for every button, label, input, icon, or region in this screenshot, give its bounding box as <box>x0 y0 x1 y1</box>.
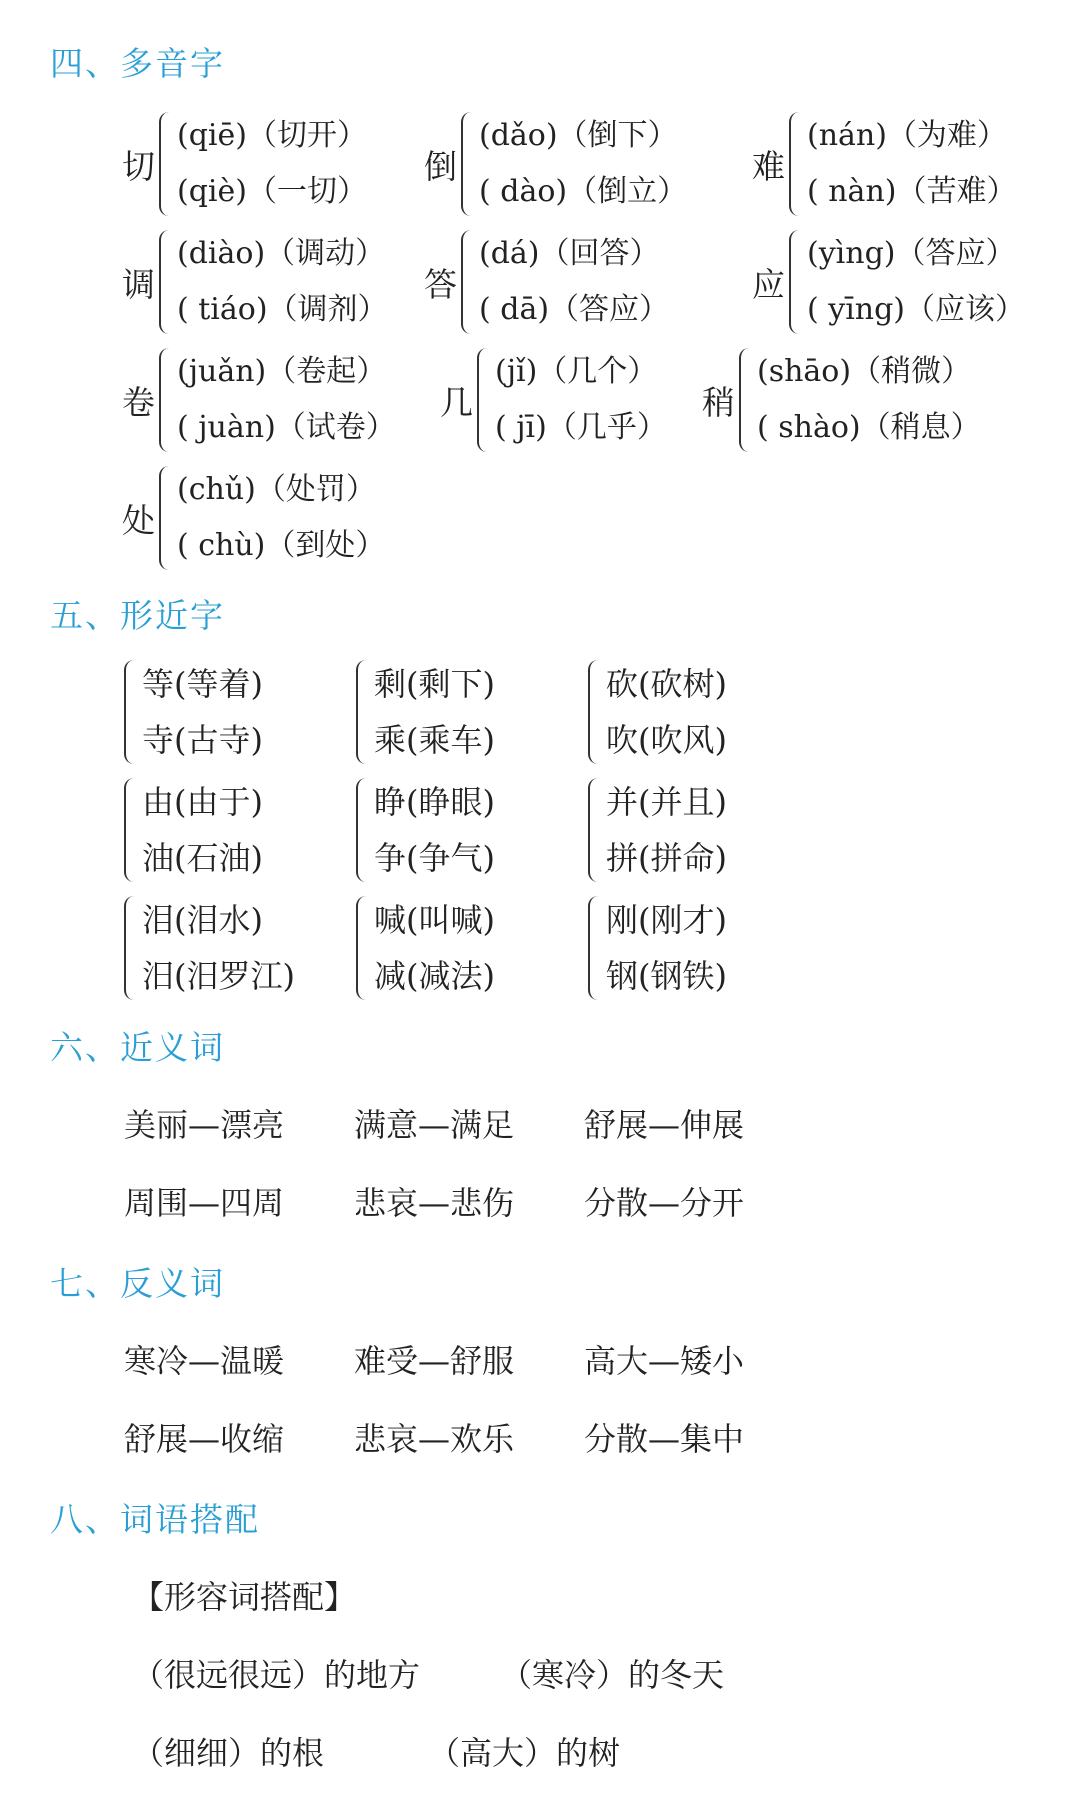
similar-char-line: 拼(拼命) <box>606 839 727 877</box>
section-heading-similar-chars: 五、形近字 <box>50 596 225 635</box>
brace <box>356 660 372 764</box>
similar-char-line: 睁(睁眼) <box>374 783 495 821</box>
reading-line: (juǎn)（卷起） <box>177 354 387 389</box>
similar-char-pair <box>354 656 495 768</box>
brace <box>159 230 175 334</box>
reading-line: ( yīng)（应该） <box>807 292 1026 327</box>
antonym-pair: 寒冷—温暖 <box>124 1342 285 1380</box>
polyphonic-entry <box>424 226 669 338</box>
reading-line: (qiē)（切开） <box>177 118 367 153</box>
reading-line: ( dào)（倒立） <box>479 174 688 209</box>
section-heading-synonyms: 六、近义词 <box>50 1028 225 1067</box>
similar-char-line: 油(石油) <box>142 839 263 877</box>
collocation-phrase: （很远很远）的地方 <box>132 1656 421 1694</box>
brace <box>789 112 805 216</box>
entry-character: 处 <box>122 500 155 540</box>
synonym-pair: 舒展—伸展 <box>584 1106 745 1144</box>
similar-char-line: 汨(汨罗江) <box>142 957 295 995</box>
similar-char-line: 并(并且) <box>606 783 727 821</box>
synonym-pair: 满意—满足 <box>354 1106 515 1144</box>
reading-line: (jǐ)（几个） <box>495 354 658 389</box>
polyphonic-entry <box>440 344 667 456</box>
polyphonic-entry <box>122 108 367 220</box>
collocation-subtitle: 【形容词搭配】 <box>132 1578 357 1616</box>
brace <box>739 348 755 452</box>
similar-char-line: 钢(钢铁) <box>606 957 727 995</box>
reading-line: ( nàn)（苦难） <box>807 174 1017 209</box>
reading-line: ( shào)（稍息） <box>757 410 981 445</box>
antonym-pair: 分散—集中 <box>584 1420 745 1458</box>
reading-line: ( chù)（到处） <box>177 528 386 563</box>
brace <box>124 778 140 882</box>
brace <box>159 348 175 452</box>
similar-char-line: 剩(剩下) <box>374 665 495 703</box>
reading-line: (diào)（调动） <box>177 236 386 271</box>
synonym-pair: 分散—分开 <box>584 1184 745 1222</box>
synonym-row <box>124 1100 814 1146</box>
synonym-pair: 悲哀—悲伤 <box>354 1184 515 1222</box>
entry-character: 答 <box>424 264 457 304</box>
similar-char-line: 乘(乘车) <box>374 721 495 759</box>
similar-char-line: 寺(古寺) <box>142 721 263 759</box>
brace <box>356 778 372 882</box>
antonym-pair: 舒展—收缩 <box>124 1420 285 1458</box>
reading-line: (shāo)（稍微） <box>757 354 972 389</box>
entry-character: 稍 <box>702 382 735 422</box>
polyphonic-entry <box>752 226 1025 338</box>
entry-character: 卷 <box>122 382 155 422</box>
reading-line: ( jī)（几乎） <box>495 410 667 445</box>
similar-char-pair <box>354 892 495 1004</box>
reading-line: ( juàn)（试卷） <box>177 410 396 445</box>
entry-character: 难 <box>752 146 785 186</box>
reading-line: ( dā)（答应） <box>479 292 670 327</box>
reading-line: (nán)（为难） <box>807 118 1007 153</box>
polyphonic-entry <box>702 344 981 456</box>
brace <box>789 230 805 334</box>
collocation-phrase: （寒冷）的冬天 <box>500 1656 725 1694</box>
section-heading-collocations: 八、词语搭配 <box>50 1500 260 1539</box>
similar-char-pair <box>586 892 727 1004</box>
entry-character: 几 <box>440 382 473 422</box>
brace <box>356 896 372 1000</box>
reading-line: ( tiáo)（调剂） <box>177 292 388 327</box>
section-heading-antonyms: 七、反义词 <box>50 1264 225 1303</box>
brace <box>461 112 477 216</box>
section-heading-polyphonic: 四、多音字 <box>50 44 225 83</box>
similar-char-line: 争(争气) <box>374 839 495 877</box>
entry-character: 切 <box>122 146 155 186</box>
synonym-pair: 美丽—漂亮 <box>124 1106 285 1144</box>
entry-character: 调 <box>122 264 155 304</box>
similar-char-line: 泪(泪水) <box>142 901 263 939</box>
similar-char-line: 刚(刚才) <box>606 901 727 939</box>
similar-char-line: 减(减法) <box>374 957 495 995</box>
similar-char-line: 喊(叫喊) <box>374 901 495 939</box>
similar-char-pair <box>586 656 727 768</box>
antonym-row <box>124 1336 814 1382</box>
polyphonic-entry <box>122 462 385 574</box>
antonym-row <box>124 1414 814 1460</box>
polyphonic-entry <box>122 226 388 338</box>
brace <box>588 660 604 764</box>
antonym-pair: 高大—矮小 <box>584 1342 745 1380</box>
collocation-phrase: （细细）的根 <box>132 1734 325 1772</box>
brace <box>159 112 175 216</box>
entry-character: 应 <box>752 264 785 304</box>
reading-line: (dǎo)（倒下） <box>479 118 678 153</box>
similar-char-pair <box>122 892 295 1004</box>
brace <box>461 230 477 334</box>
similar-char-pair <box>122 774 263 886</box>
brace <box>124 896 140 1000</box>
brace <box>588 896 604 1000</box>
collocation-phrase: （高大）的树 <box>428 1734 621 1772</box>
reading-line: (qiè)（一切） <box>177 174 367 209</box>
similar-char-pair <box>586 774 727 886</box>
similar-char-line: 等(等着) <box>142 665 263 703</box>
reading-line: (dá)（回答） <box>479 236 660 271</box>
antonym-pair: 难受—舒服 <box>354 1342 515 1380</box>
polyphonic-entry <box>122 344 396 456</box>
similar-char-pair <box>122 656 263 768</box>
polyphonic-entry <box>424 108 687 220</box>
brace <box>159 466 175 570</box>
brace <box>588 778 604 882</box>
synonym-row <box>124 1178 814 1224</box>
brace <box>124 660 140 764</box>
entry-character: 倒 <box>424 146 457 186</box>
polyphonic-entry <box>752 108 1016 220</box>
similar-char-line: 由(由于) <box>142 783 263 821</box>
reading-line: (chǔ)（处罚） <box>177 472 376 507</box>
similar-char-line: 砍(砍树) <box>606 665 727 703</box>
antonym-pair: 悲哀—欢乐 <box>354 1420 515 1458</box>
similar-char-pair <box>354 774 495 886</box>
brace <box>477 348 493 452</box>
synonym-pair: 周围—四周 <box>124 1184 285 1222</box>
reading-line: (yìng)（答应） <box>807 236 1016 271</box>
similar-char-line: 吹(吹风) <box>606 721 727 759</box>
